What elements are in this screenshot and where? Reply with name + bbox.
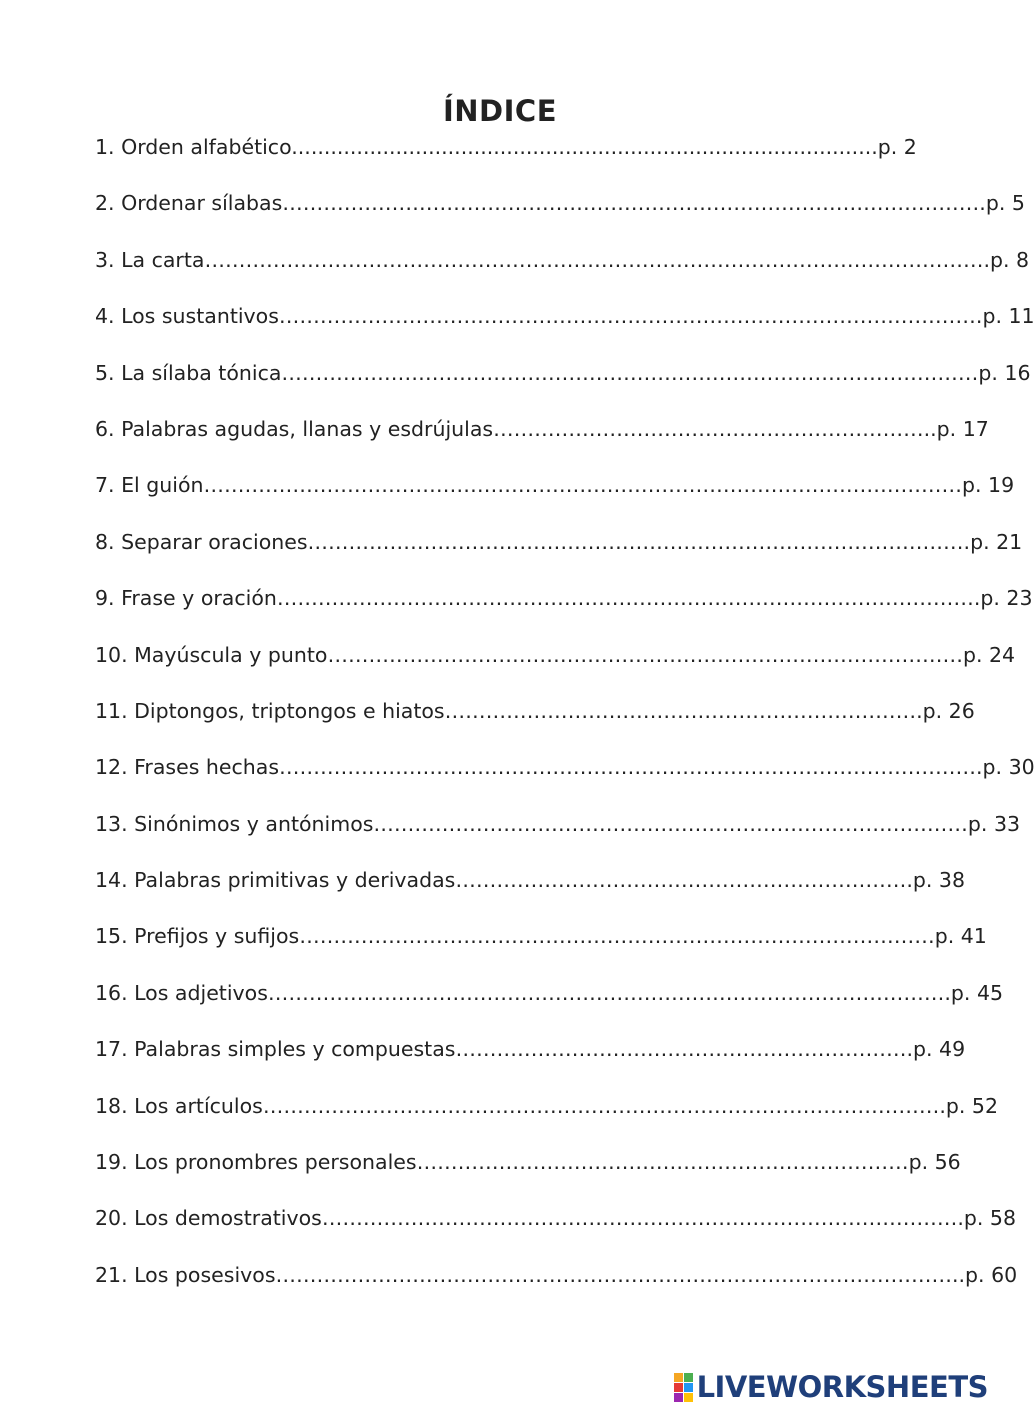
toc-entry-page: p. 17 xyxy=(936,416,989,441)
toc-entry-page: p. 38 xyxy=(912,868,966,893)
toc-entry-page: p. 23 xyxy=(980,586,1033,611)
toc-entry-label: 18. Los artículos xyxy=(95,1093,263,1118)
toc-entry-leader: …………………………………………………………………………………………. xyxy=(282,191,986,216)
toc-entry-label: 3. La carta xyxy=(95,247,205,272)
toc-entry-page: p. 52 xyxy=(945,1093,998,1118)
toc-entry-leader: …………………………………………………………. xyxy=(455,1037,913,1062)
toc-entry-label: 5. La sílaba tónica xyxy=(95,360,282,385)
toc-entry-label: 19. Los pronombres personales xyxy=(95,1150,417,1175)
toc-entry-label: 12. Frases hechas xyxy=(95,755,280,780)
toc-entry-leader: ……………………………………………………………………………………………………. xyxy=(204,247,990,272)
toc-entry-label: 21. Los posesivos xyxy=(95,1262,276,1287)
toc-entry-leader: ………………………………………………………………………………………. xyxy=(262,1093,946,1118)
toc-entry xyxy=(95,467,1015,523)
toc-entry-page: p. 58 xyxy=(963,1206,1017,1231)
toc-entry-label: 6. Palabras agudas, llanas y esdrújulas xyxy=(95,416,494,441)
toc-entry-leader: ………………………………………………………………………………………………… xyxy=(203,473,962,498)
toc-entry xyxy=(95,975,1004,1031)
logo-icon xyxy=(674,1373,693,1402)
toc-entry xyxy=(95,524,1023,580)
toc-entry-page: p. 56 xyxy=(908,1150,961,1175)
toc-entry xyxy=(95,918,987,974)
toc-entry-page: p. 8 xyxy=(989,247,1030,272)
toc-entry-leader: ……………………………………………………….. xyxy=(493,416,937,441)
toc-entry-page: p. 24 xyxy=(962,642,1016,667)
toc-entry-page: p. 49 xyxy=(912,1037,966,1062)
toc-entry-label: 9. Frase y oración xyxy=(95,586,277,611)
toc-entry-label: 14. Palabras primitivas y derivadas xyxy=(95,868,456,893)
toc-entry-label: 8. Separar oraciones xyxy=(95,529,308,554)
toc-entry-leader: ……………………………………………………………… xyxy=(416,1150,909,1175)
toc-entry-label: 17. Palabras simples y compuestas xyxy=(95,1037,456,1062)
toc-entry-page: p. 5 xyxy=(985,191,1025,216)
toc-entry-leader: ………………………………………………………………………………… xyxy=(299,924,935,949)
toc-entry xyxy=(95,1257,1018,1313)
toc-entry-label: 4. Los sustantivos xyxy=(95,304,279,329)
toc-entry-leader: …………………………………………………………………………………………. xyxy=(278,304,983,329)
toc-entry-leader: .......................................................................................... xyxy=(291,135,878,159)
toc-entry-leader: ……………………………………………………………………………………. xyxy=(307,529,971,554)
toc-entry-leader: …………………………………………………………………………………………. xyxy=(279,755,983,780)
toc-entry-label: 20. Los demostrativos xyxy=(95,1206,322,1231)
table-of-contents xyxy=(95,129,1035,1313)
toc-entry-page: p. 45 xyxy=(950,980,1004,1005)
toc-entry-page: p. 60 xyxy=(965,1262,1018,1287)
toc-entry xyxy=(95,1144,961,1200)
toc-entry xyxy=(95,580,1033,636)
toc-entry xyxy=(95,185,1025,241)
toc-entry-leader: ……………………………………………………………. xyxy=(444,698,923,723)
liveworksheets-logo xyxy=(674,1370,988,1404)
toc-entry-label: 10. Mayúscula y punto xyxy=(95,642,328,667)
toc-entry xyxy=(95,298,1035,354)
toc-entry-leader: ……………………………………………………………………………………….. xyxy=(275,1262,966,1287)
toc-entry xyxy=(95,242,1030,298)
toc-entry xyxy=(95,129,925,185)
toc-entry xyxy=(95,637,1016,693)
toc-entry xyxy=(95,806,1021,862)
toc-entry xyxy=(95,411,989,467)
toc-entry xyxy=(95,355,1031,411)
toc-entry-leader: …………………………………………………………………………………. xyxy=(321,1206,964,1231)
toc-entry-page: p. 19 xyxy=(961,473,1015,498)
toc-entry-label: 1. Orden alfabético xyxy=(95,135,292,159)
toc-entry-page: p. 26 xyxy=(922,698,975,723)
toc-entry xyxy=(95,862,966,918)
toc-entry-label: 11. Diptongos, triptongos e hiatos xyxy=(95,698,445,723)
toc-entry-label: 15. Prefijos y sufijos xyxy=(95,924,300,949)
toc-entry-label: 2. Ordenar sílabas xyxy=(95,191,283,216)
logo-text: LIVEWORKSHEETS xyxy=(696,1370,988,1404)
toc-entry-leader: ………………………………………………………………………………………… xyxy=(281,360,979,385)
toc-entry-label: 13. Sinónimos y antónimos xyxy=(95,811,374,836)
toc-entry-page: p. 30 xyxy=(982,755,1035,780)
toc-entry-page: p. 2 xyxy=(877,135,917,159)
toc-entry-label: 16. Los adjetivos xyxy=(95,980,268,1005)
toc-entry-leader: …………………………………………………………………………… xyxy=(373,811,968,836)
toc-entry-leader: …………………………………………………………. xyxy=(455,868,913,893)
toc-entry-page: p. 41 xyxy=(934,924,987,949)
toc-entry xyxy=(95,1200,1017,1256)
page-title: ÍNDICE xyxy=(442,94,557,128)
toc-entry-page: p. 21 xyxy=(970,529,1023,554)
toc-entry xyxy=(95,749,1035,805)
toc-entry xyxy=(95,1088,998,1144)
toc-entry-page: p. 11 xyxy=(982,304,1035,329)
toc-entry-label: 7. El guión xyxy=(95,473,204,498)
toc-entry-leader: …………………………………………………………………………………………. xyxy=(276,586,981,611)
toc-entry-leader: ………………………………………………………………………………… xyxy=(327,642,963,667)
toc-entry xyxy=(95,693,975,749)
toc-entry-page: p. 33 xyxy=(967,811,1021,836)
toc-entry xyxy=(95,1031,966,1087)
toc-entry-leader: ………………………………………………………………………………………. xyxy=(267,980,951,1005)
toc-entry-page: p. 16 xyxy=(978,360,1031,385)
